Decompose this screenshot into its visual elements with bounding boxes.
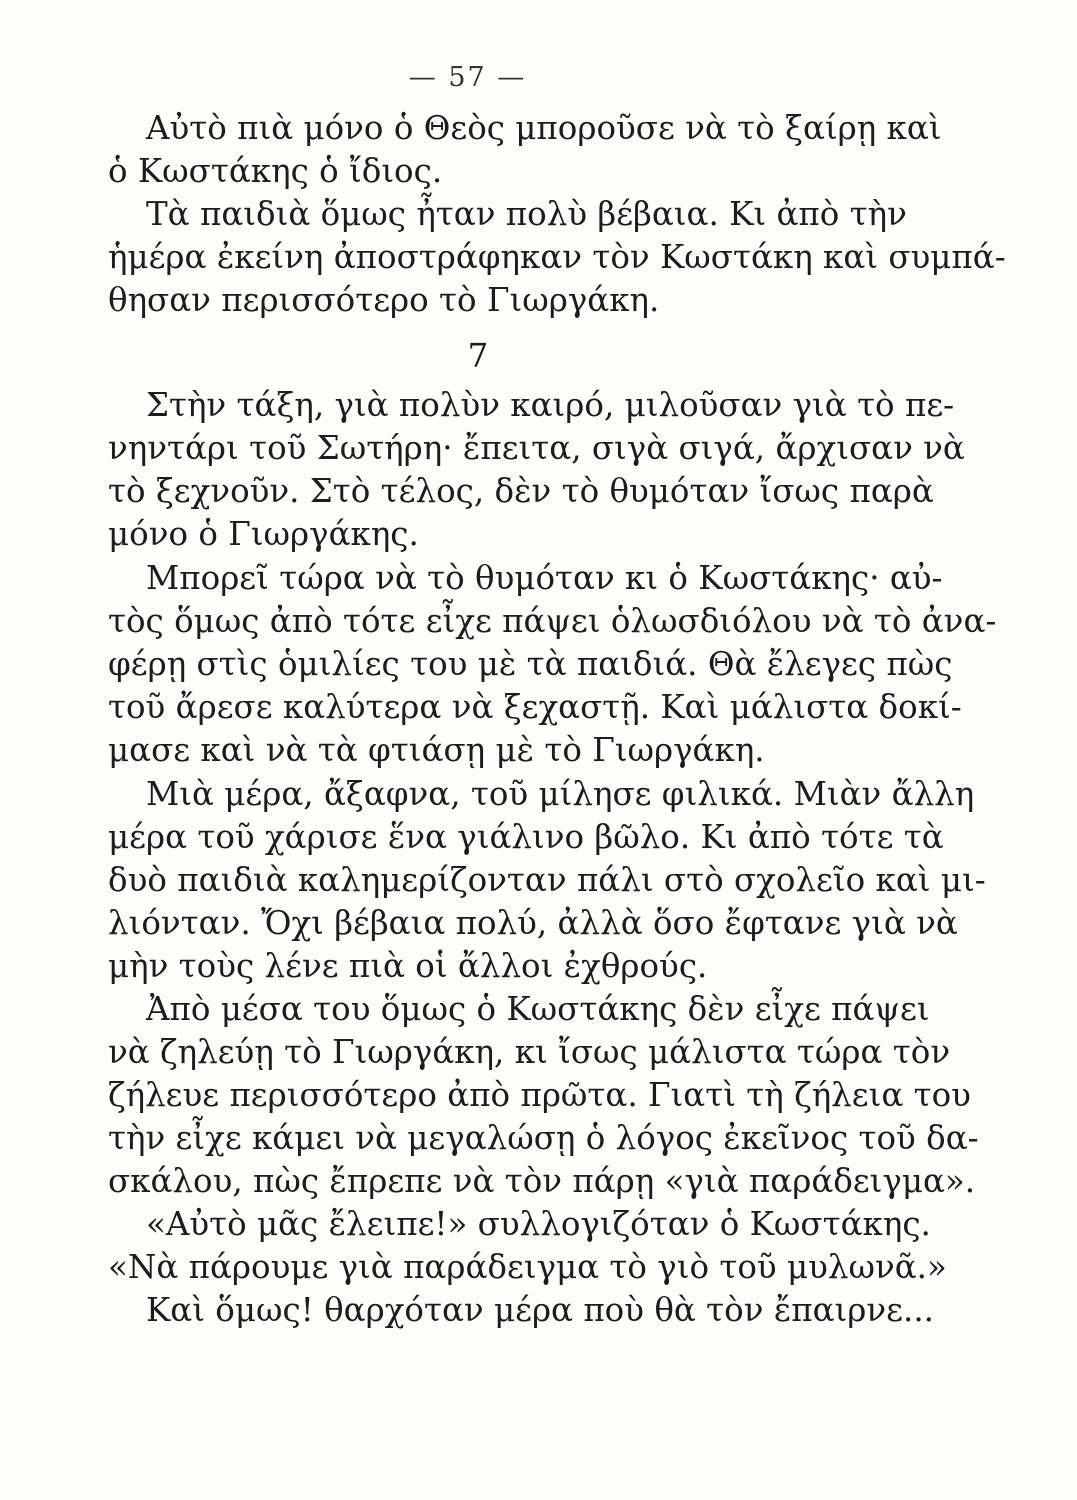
text-line: Αὐτὸ πιὰ μόνο ὁ Θεὸς μποροῦσε νὰ τὸ ξαίρῃ καὶ [146,109,942,147]
text-line: τὴν εἶχε κάμει νὰ μεγαλώσῃ ὁ λόγος ἐκεῖνος τοῦ δα- [108,1119,979,1157]
text-line: φέρῃ στὶς ὁμιλίες του μὲ τὰ παιδιά. Θὰ ἔλεγες πὼς [108,645,953,683]
text-line: «Νὰ πάρουμε γιὰ παράδειγμα τὸ γιὸ τοῦ μυλωνᾶ.» [108,1248,947,1286]
text-line: «Αὐτὸ μᾶς ἔλειπε!» συλλογιζόταν ὁ Κωστάκης. [146,1205,931,1243]
text-line: μέρα τοῦ χάρισε ἕνα γιάλινο βῶλο. Κι ἀπὸ τότε τὰ [108,818,944,856]
text-line: ἡμέρα ἐκείνη ἀποστράφηκαν τὸν Κωστάκη καὶ συμπά- [108,238,1006,276]
text-line: νηντάρι τοῦ Σωτήρη· ἔπειτα, σιγὰ σιγά, ἄρχισαν νὰ [108,429,965,467]
text-line: Καὶ ὅμως! θαρχόταν μέρα ποὺ θὰ τὸν ἔπαιρνε... [146,1291,934,1329]
text-line: Τὰ παιδιὰ ὅμως ἦταν πολὺ βέβαια. Κι ἀπὸ τὴν [146,195,907,233]
text-line: τὸ ξεχνοῦν. Στὸ τέλος, δὲν τὸ θυμόταν ἴσως παρὰ [108,472,934,510]
text-line: τὸς ὅμως ἀπὸ τότε εἶχε πάψει ὁλωσδιόλου νὰ τὸ ἀνα- [108,602,997,640]
text-line: μὴν τοὺς λένε πιὰ οἱ ἄλλοι ἐχθρούς. [108,947,708,985]
text-line: λιόνταν. Ὄχι βέβαια πολύ, ἀλλὰ ὅσο ἔφτανε γιὰ νὰ [108,904,958,942]
page-number: — 57 — [408,62,527,93]
text-line: θησαν περισσότερο τὸ Γιωργάκη. [108,281,660,319]
text-line: νὰ ζηλεύῃ τὸ Γιωργάκη, κι ἴσως μάλιστα τώρα τὸν [108,1033,951,1071]
text-line: μασε καὶ νὰ τὰ φτιάσῃ μὲ τὸ Γιωργάκη. [108,731,765,769]
text-line: τοῦ ἄρεσε καλύτερα νὰ ξεχαστῇ. Καὶ μάλιστα δοκί- [108,688,962,726]
text-line: ὁ Κωστάκης ὁ ἴδιος. [108,152,443,190]
text-line: Μιὰ μέρα, ἄξαφνα, τοῦ μίλησε φιλικά. Μιὰν ἄλλη [146,775,975,813]
section-number: 7 [467,337,489,375]
text-line: Στὴν τάξη, γιὰ πολὺν καιρό, μιλοῦσαν γιὰ τὸ πε- [146,386,955,424]
text-line: Ἀπὸ μέσα του ὅμως ὁ Κωστάκης δὲν εἶχε πάψει [146,990,930,1028]
text-line: Μπορεῖ τώρα νὰ τὸ θυμόταν κι ὁ Κωστάκης· αὐ- [146,559,943,597]
text-line: σκάλου, πὼς ἔπρεπε νὰ τὸν πάρῃ «γιὰ παράδειγμα». [108,1162,976,1200]
text-line: δυὸ παιδιὰ καλημερίζονταν πάλι στὸ σχολεῖο καὶ μι- [108,861,986,899]
text-line: ζήλευε περισσότερο ἀπὸ πρῶτα. Γιατὶ τὴ ζήλεια του [108,1076,971,1114]
text-line: μόνο ὁ Γιωργάκης. [108,515,419,553]
